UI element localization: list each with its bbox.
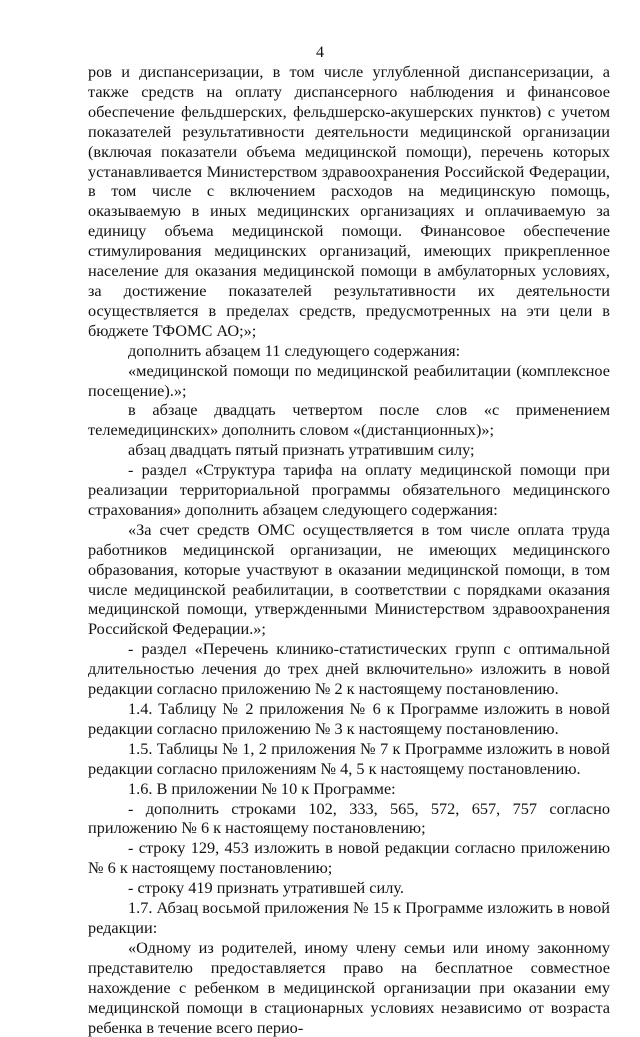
paragraph: 1.5. Таблицы № 1, 2 приложения № 7 к Программе изложить в новой редакции согласно приложениям № 4, 5 к настоящему постановлению. bbox=[88, 738, 610, 778]
paragraph: «медицинской помощи по медицинской реабилитации (комплексное посещение).»; bbox=[88, 360, 610, 400]
paragraph: 1.7. Абзац восьмой приложения № 15 к Программе изложить в новой редакции: bbox=[88, 898, 610, 937]
paragraph-continuation: ров и диспансеризации, в том числе углубленной диспансеризации, а также средств на оплату диспансерного наблюдения и финансовое обеспечение фельдшерских, фельдшерско-акушерских пунктов) с учетом показателей результативности деятельности медицинской организации (включая показатели объема медицинской помощи), перечень которых устанавливается Министерством здравоохранения Российской Федерации, в том числе с включением расходов на медицинскую помощь, оказываемую в иных медицинских организациях и оплачиваемую за единицу объема медицинской помощи. Финансовое обеспечение стимулирования медицинских организаций, имеющих прикрепленное население для оказания медицинской помощи в амбулаторных условиях, за достижение показателей результативности их деятельности осуществляется в пределах средств, предусмотренных на эти цели в бюджете ТФОМС АО;»; bbox=[88, 62, 610, 340]
paragraph: - строку 419 признать утратившей силу. bbox=[128, 878, 404, 898]
paragraph: «За счет средств ОМС осуществляется в том числе оплата труда работников медицинской организации, не имеющих медицинского образования, которые участвуют в оказании медицинской помощи, в том числе медицинской реабилитации, в соответствии с порядками оказания медицинской помощи, утвержденными Министерством здравоохранения Российской Федерации.»; bbox=[88, 519, 610, 639]
paragraph: абзац двадцать пятый признать утратившим силу; bbox=[128, 440, 475, 460]
document-body bbox=[88, 62, 610, 1037]
paragraph: «Одному из родителей, иному члену семьи или иному законному представителю предоставляется право на бесплатное совместное нахождение с ребенком в медицинской организации при оказании ему медицинской помощи в стационарных условиях независимо от возраста ребенка в течение всего перио- bbox=[88, 937, 610, 1037]
page-number: 4 bbox=[316, 44, 324, 61]
paragraph: 1.4. Таблицу № 2 приложения № 6 к Программе изложить в новой редакции согласно приложению № 3 к настоящему постановлению. bbox=[88, 699, 610, 738]
paragraph: дополнить абзацем 11 следующего содержания: bbox=[128, 340, 461, 360]
paragraph: - раздел «Структура тарифа на оплату медицинской помощи при реализации территориальной программы обязательного медицинского страхования» дополнить абзацем следующего содержания: bbox=[88, 460, 610, 519]
paragraph: - раздел «Перечень клинико-статистических групп с оптимальной длительностью лечения до трех дней включительно» изложить в новой редакции согласно приложению № 2 к настоящему постановлению. bbox=[88, 639, 610, 699]
paragraph: - дополнить строками 102, 333, 565, 572, 657, 757 согласно приложению № 6 к настоящему постановлению; bbox=[88, 798, 610, 838]
paragraph: 1.6. В приложении № 10 к Программе: bbox=[128, 778, 396, 798]
paragraph: в абзаце двадцать четвертом после слов «с применением телемедицинских» дополнить словом «(дистанционных)»; bbox=[88, 400, 610, 440]
paragraph: - строку 129, 453 изложить в новой редакции согласно приложению № 6 к настоящему постановлению; bbox=[88, 838, 610, 878]
